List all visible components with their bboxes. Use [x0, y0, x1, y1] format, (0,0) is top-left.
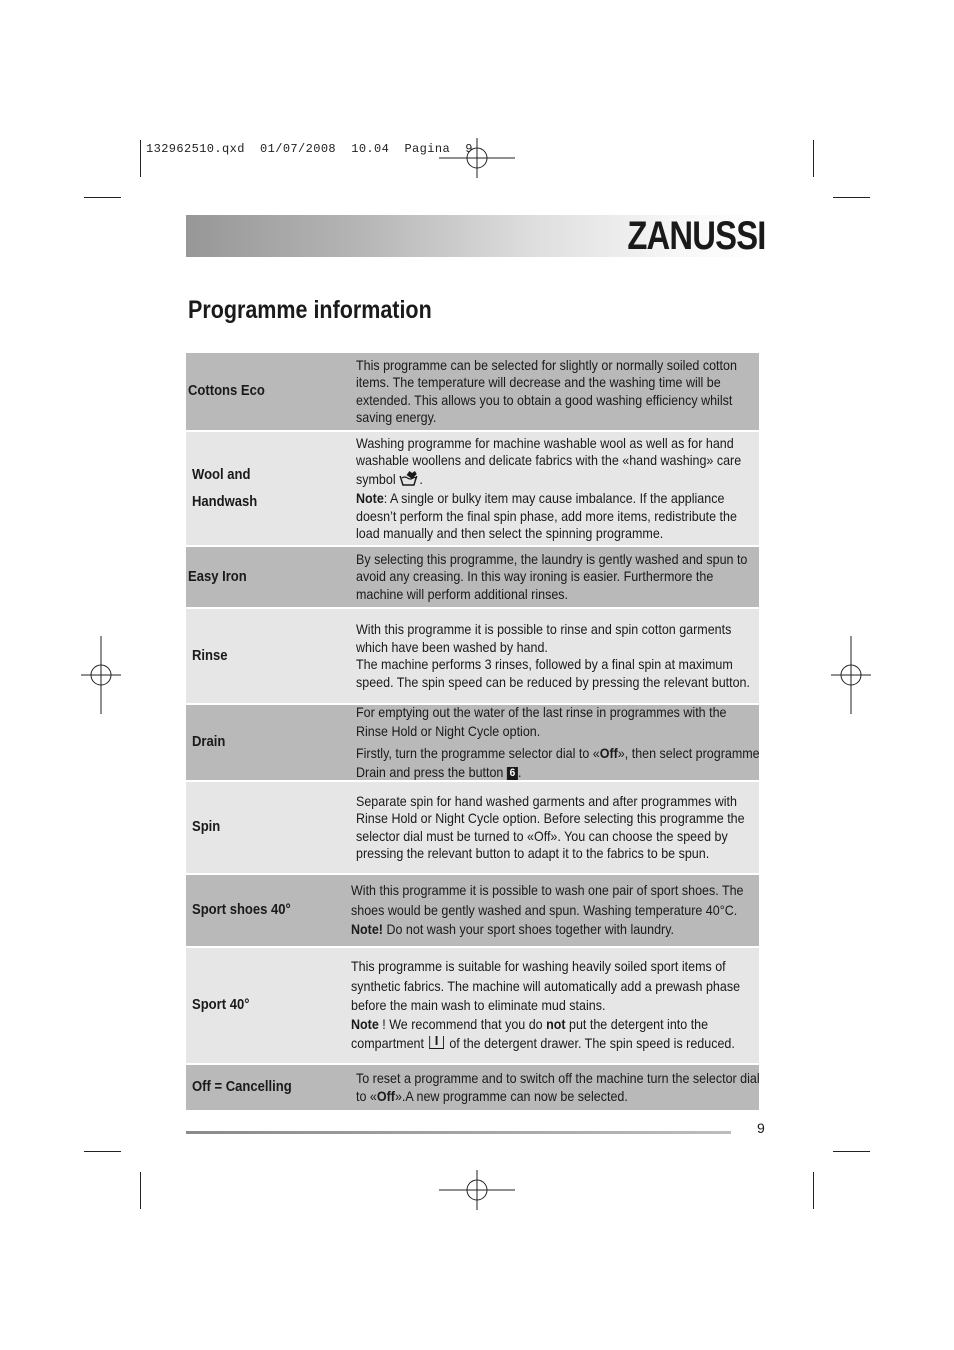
programme-name: Sport 40°	[192, 997, 250, 1013]
programme-name: Rinse	[192, 647, 228, 664]
brand-logo: ZANUSSI	[627, 214, 766, 258]
programme-description: This programme is suitable for washing heavily soiled sport items of synthetic fabrics. The machine will automatically add a prewash phase before the main wash to eliminate mud stains. Note ! We recommend that you do not put the detergent into the compartment of the detergent drawer. The spin speed is reduced.	[351, 959, 741, 1052]
page-number: 9	[757, 1120, 765, 1136]
prewash-compartment-icon	[429, 1036, 444, 1049]
crop-mark	[140, 1172, 141, 1209]
programme-name: Wool and Handwash	[192, 466, 258, 510]
crop-mark	[813, 140, 814, 177]
programme-description: Washing programme for machine washable wool as well as for hand washable woollens and delicate fabrics with the «hand washing» care symbol . Note: A single or bulky item may cause imbalance. If the appliance doesn’t perform the final spin phase, add more items, redistribute the load manually and then select the spinning programme.	[356, 435, 742, 541]
programme-table	[186, 353, 759, 1110]
print-slug: 132962510.qxd 01/07/2008 10.04 Pagina 9	[146, 142, 473, 156]
programme-description: Separate spin for hand washed garments and after programmes with Rinse Hold or Night Cycle option. Before selecting this programme the selector dial must be turned to «Off». You can choose the speed by pressing the relevant button to adapt it to the fabrics to be spun.	[356, 793, 745, 861]
programme-name: Off = Cancelling	[192, 1079, 292, 1095]
crop-mark	[140, 140, 141, 177]
crop-mark	[813, 1172, 814, 1209]
programme-description: With this programme it is possible to rinse and spin cotton garments which have been washed by hand. The machine performs 3 rinses, followed by a final spin at maximum speed. The spin speed can be reduced by pressing the relevant button.	[356, 622, 750, 690]
programme-name: Cottons Eco	[188, 383, 265, 399]
programme-description: To reset a programme and to switch off the machine turn the selector dial to «Off».A new programme can now be selected.	[356, 1071, 760, 1104]
button-6-icon: 6	[507, 767, 518, 780]
programme-description: With this programme it is possible to wash one pair of sport shoes. The shoes would be gently washed and spun. Washing temperature 40°C. Note! Do not wash your sport shoes together with laundry.	[351, 883, 744, 938]
crop-mark	[833, 197, 870, 198]
table-row	[186, 782, 759, 875]
programme-name: Easy Iron	[188, 568, 247, 585]
registration-mark-icon	[437, 1170, 517, 1210]
programme-description: This programme can be selected for slightly or normally soiled cotton items. The temperature will decrease and the washing time will be extended. This allows you to obtain a good washing efficiency whilst saving energy.	[356, 357, 737, 425]
table-row	[186, 875, 759, 948]
header-bar	[186, 215, 766, 257]
programme-name: Sport shoes 40°	[192, 902, 291, 918]
registration-mark-icon	[831, 636, 871, 714]
registration-mark-icon	[437, 138, 517, 178]
crop-mark	[833, 1151, 870, 1152]
page-title: Programme information	[188, 296, 432, 324]
table-row	[186, 948, 759, 1065]
programme-description: By selecting this programme, the laundry is gently washed and spun to avoid any creasing. In this way ironing is easier. Furthermore the machine will perform additional rinses.	[356, 551, 748, 602]
programme-description: For emptying out the water of the last rinse in programmes with the Rinse Hold or Night Cycle option. Firstly, turn the programme selector dial to «Off», then select programme Drain and press the button 6 .	[356, 704, 760, 780]
table-row	[186, 547, 759, 609]
table-row	[186, 705, 759, 782]
footer-bar	[186, 1131, 731, 1134]
registration-mark-icon	[81, 636, 121, 714]
hand-wash-icon	[399, 470, 419, 487]
table-row	[186, 353, 759, 432]
table-row	[186, 432, 759, 547]
table-row	[186, 609, 759, 705]
crop-mark	[84, 1151, 121, 1152]
table-row	[186, 1065, 759, 1110]
crop-mark	[84, 197, 121, 198]
programme-name: Drain	[192, 734, 226, 750]
programme-name: Spin	[192, 819, 221, 835]
